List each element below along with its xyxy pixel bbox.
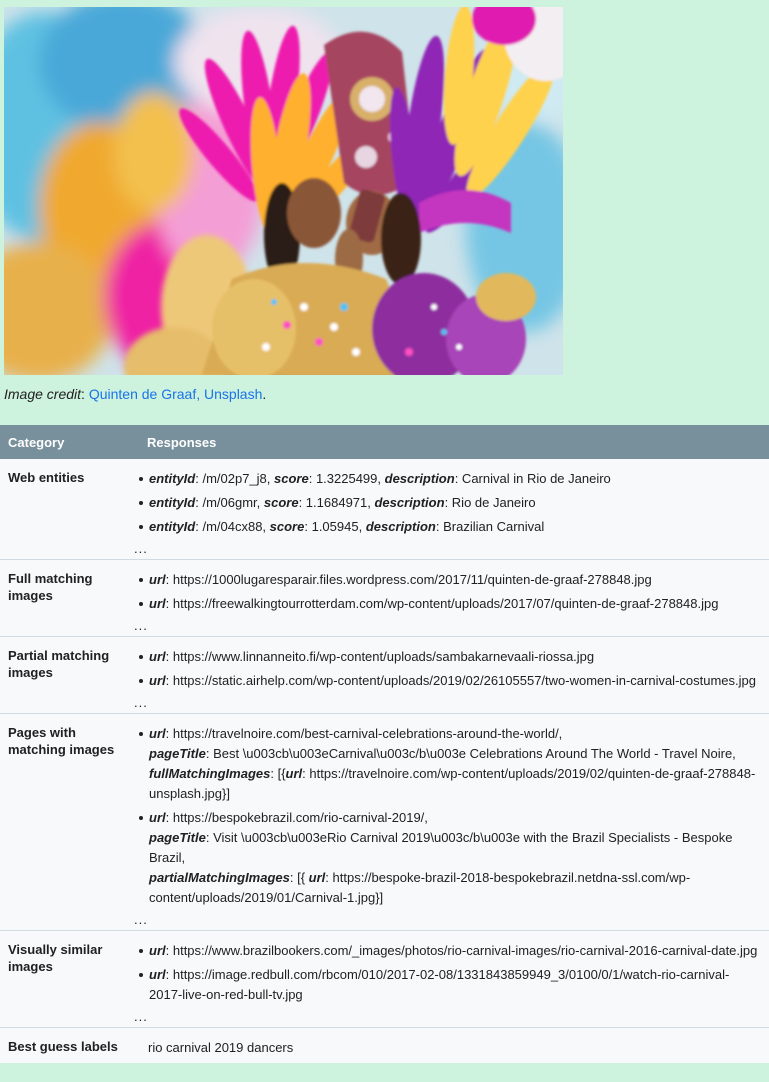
field-key: score <box>263 495 299 510</box>
table-header <box>0 425 769 459</box>
table-row <box>0 459 769 559</box>
response-item <box>149 570 759 590</box>
responses-cell <box>133 714 769 930</box>
response-item <box>149 594 759 614</box>
response-line: fullMatchingImages: [{url: https://travelnoire.com/wp-content/uploads/2019/02/quinten-de-graaf-278848-unsplash.jpg}] <box>149 766 756 801</box>
response-line: url: https://image.redbull.com/rbcom/010/2017-02-08/1331843859949_3/0100/0/1/watch-rio-carnival-2017-live-on-red-bull-tv.jpg <box>149 967 730 1002</box>
response-line: url: https://1000lugaresparair.files.wordpress.com/2017/11/quinten-de-graaf-278848.jpg <box>149 572 652 587</box>
response-line: url: https://bespokebrazil.com/rio-carnival-2019/, <box>149 810 428 825</box>
response-item <box>149 965 759 1005</box>
response-item <box>149 517 759 537</box>
field-key: score <box>269 519 305 534</box>
field-key: url <box>149 726 166 741</box>
response-list <box>134 647 759 691</box>
field-key: entityId <box>149 495 196 510</box>
field-key: url <box>149 649 166 664</box>
response-item <box>149 493 759 513</box>
response-line: entityId: /m/04cx88, score: 1.05945, description: Brazilian Carnival <box>149 519 545 534</box>
response-line: url: https://freewalkingtourrotterdam.com/wp-content/uploads/2017/07/quinten-de-graaf-278848.jpg <box>149 596 719 611</box>
field-key: url <box>149 673 166 688</box>
response-list <box>134 724 759 908</box>
response-line: url: https://www.linnanneito.fi/wp-content/uploads/sambakarnevaali-riossa.jpg <box>149 649 595 664</box>
field-key: entityId <box>149 471 196 486</box>
field-key: url <box>308 870 326 885</box>
category-cell: Pages with matching images <box>8 725 115 757</box>
response-line: entityId: /m/06gmr, score: 1.1684971, description: Rio de Janeiro <box>149 495 536 510</box>
response-item <box>149 671 759 691</box>
response-line: url: https://www.brazilbookers.com/_images/photos/rio-carnival-images/rio-carnival-2016-carnival-date.jpg <box>149 943 758 958</box>
table-row <box>0 559 769 636</box>
table-row <box>0 1027 769 1063</box>
field-key: url <box>149 596 166 611</box>
category-cell: Web entities <box>8 470 85 485</box>
response-item <box>149 808 759 908</box>
field-key: score <box>274 471 309 486</box>
field-key: description <box>365 519 436 534</box>
carnival-photo-illustration <box>4 7 563 375</box>
responses-cell <box>133 931 769 1027</box>
response-list <box>134 469 759 537</box>
image-credit-period: . <box>262 386 267 402</box>
response-line: url: https://travelnoire.com/best-carnival-celebrations-around-the-world/, <box>149 726 563 741</box>
category-cell: Partial matching images <box>8 648 110 680</box>
category-cell: Full matching images <box>8 571 93 603</box>
carnival-photo <box>4 7 563 375</box>
response-item <box>149 469 759 489</box>
responses-header: Responses <box>147 434 217 450</box>
image-credit <box>4 385 769 403</box>
response-line: entityId: /m/02p7_j8, score: 1.3225499, description: Carnival in Rio de Janeiro <box>149 471 611 486</box>
field-key: url <box>149 572 166 587</box>
response-line: url: https://static.airhelp.com/wp-content/uploads/2019/02/26105557/two-women-in-carnival-costumes.jpg <box>149 673 756 688</box>
field-key: description <box>374 495 445 510</box>
field-key: url <box>149 967 166 982</box>
response-item <box>149 724 759 804</box>
table-row <box>0 930 769 1027</box>
response-line: partialMatchingImages: [{ url: https://bespoke-brazil-2018-bespokebrazil.netdna-ssl.com/wp-content/uploads/2019/01/Carnival-1.jpg}] <box>149 870 691 905</box>
ellipsis: ... <box>134 912 148 927</box>
field-key: pageTitle <box>149 830 206 845</box>
web-detection-table <box>0 425 769 1063</box>
ellipsis: ... <box>134 618 148 633</box>
response-item <box>149 647 759 667</box>
ellipsis: ... <box>134 541 148 556</box>
responses-cell <box>133 560 769 636</box>
table-row <box>0 636 769 713</box>
ellipsis: ... <box>134 1009 148 1024</box>
response-list <box>134 941 759 1005</box>
response-item <box>149 941 759 961</box>
field-key: partialMatchingImages <box>149 870 290 885</box>
field-key: entityId <box>149 519 196 534</box>
responses-cell <box>133 459 769 559</box>
results-table-body <box>0 459 769 1063</box>
table-row <box>0 713 769 930</box>
field-key: url <box>285 766 303 781</box>
category-header: Category <box>8 434 65 450</box>
image-credit-link[interactable]: Quinten de Graaf, Unsplash <box>88 386 263 402</box>
responses-cell: rio carnival 2019 dancers <box>148 1040 294 1055</box>
response-list <box>134 570 759 614</box>
image-credit-separator: : <box>81 386 89 402</box>
category-cell: Visually similar images <box>8 942 103 974</box>
response-line: pageTitle: Best \u003cb\u003eCarnival\u003c/b\u003e Celebrations Around The World - Travel Noire, <box>149 746 736 761</box>
field-key: pageTitle <box>149 746 206 761</box>
responses-cell <box>133 637 769 713</box>
field-key: url <box>149 810 166 825</box>
ellipsis: ... <box>134 695 148 710</box>
category-cell: Best guess labels <box>8 1039 118 1054</box>
field-key: description <box>384 471 455 486</box>
field-key: url <box>149 943 166 958</box>
image-credit-label: Image credit <box>4 386 82 402</box>
response-line: pageTitle: Visit \u003cb\u003eRio Carnival 2019\u003c/b\u003e with the Brazil Specialists - Bespoke Brazil, <box>149 830 733 865</box>
field-key: fullMatchingImages <box>149 766 271 781</box>
